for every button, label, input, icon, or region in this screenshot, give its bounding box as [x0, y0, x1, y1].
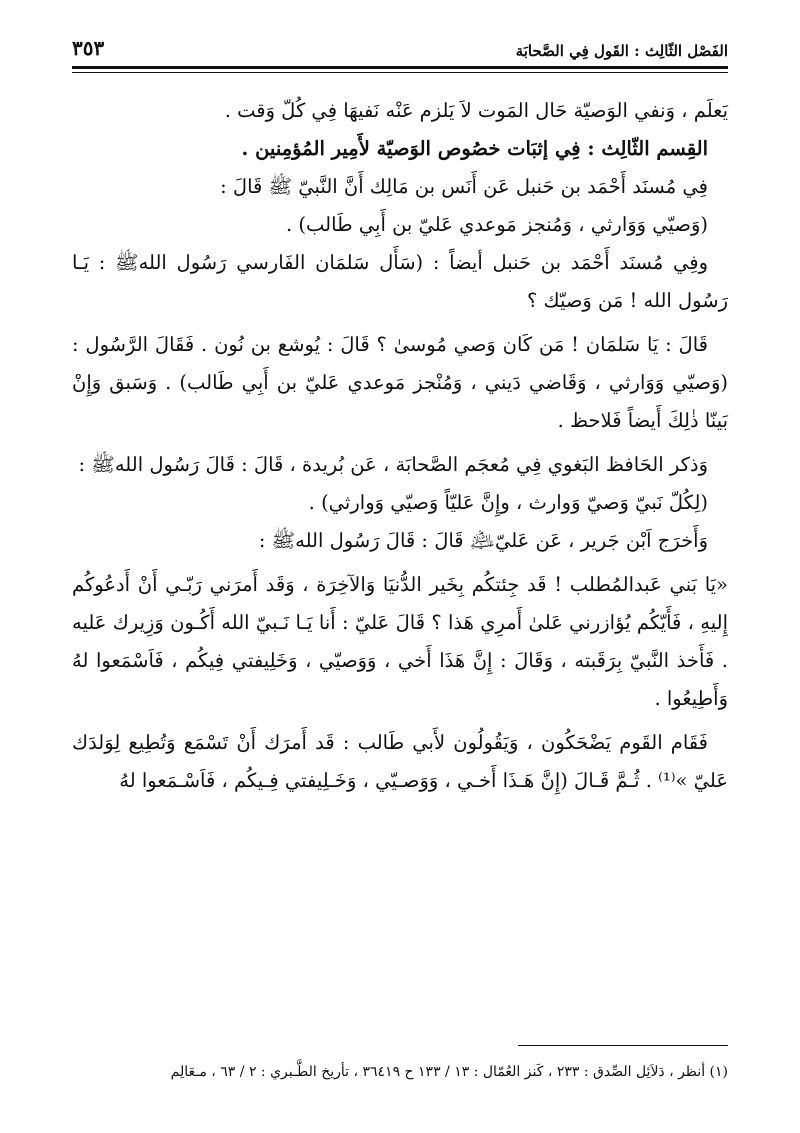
paragraph: وفِي مُسنَد أَحْمَد بن حَنبل أيضاً : (سَأَل سَلمَان الفَارسي رَسُول اللهﷺ : يَـا رَسُول الله ! مَن وَصيّك ؟	[72, 251, 728, 312]
paragraph: قَالَ : يَا سَلمَان ! مَن كَان وَصي مُوسىٰ ؟ قَالَ : يُوشع بن نُون . فَقَالَ الرَّسُول : (وَصيّي وَوَارثي ، وَقَاضي دَيني ، وَمُنْجز مَوعدي عَليّ بن أَبِي طَالب) . وَسَبق وَإِنْ بَينّا ذٰلِكَ أَيضاً فَلاحظ .	[72, 333, 728, 432]
quote: (لِكُلّ نَبيّ وَصيّ وَوارث ، وإِنَّ عَليّاً وَصيّي وَوارثي) .	[308, 491, 708, 514]
section-heading: القِسم الثّالِث : فِي إثبَات خصُوص الوَصيّة لأَمِير المُؤمِنين .	[241, 137, 708, 160]
footnote-rule	[518, 1045, 728, 1046]
body-text	[72, 92, 728, 800]
footnote: (١) أنظر ، دَلاَئِل الصِّدق : ٢٣٣ ، كَنز العُمّال : ١٣ / ١٣٣ ح ٣٦٤١٩ ، تأريخ الطَّـبري : ٢ / ٦٣ ، مـعَالِم	[170, 1064, 728, 1080]
paragraph: يَعلَم ، وَنفي الوَصيّة حَال المَوت لاَ يَلزم عَنْه نَفيهَا فِي كُلّ وَقت .	[224, 99, 728, 122]
header-rule-thick	[72, 66, 728, 69]
page-number: ٣٥٣	[72, 36, 105, 60]
header-rule-thin	[72, 72, 728, 73]
page-header	[72, 30, 728, 60]
paragraph: وَذكر الحَافظ البَغوي فِي مُعجَم الصَّحابَة ، عَن بُريدة ، قَالَ : قَالَ رَسُول اللهﷺ :	[78, 453, 708, 476]
quote: «يَا بَني عَبدالمُطلب ! قَد جِئتكُم بِخَير الدُّنيَا وَالآخِرَة ، وَقَد أَمرَني رَبّـي أَنْ أَدعُوكُم إِليهِ ، فَأَيّكُم يُؤازرني عَلىٰ أَمرِي هَذا ؟ قَالَ عَليّ : أَنا يَـا نَـبيّ الله أَكُـون وَزِيرك عَليه . فَأَخذ النَّبيّ بِرَقَبته ، وَقَالَ : إِنَّ هَذَا أَخي ، وَوَصيّي ، وَخَلِيفتي فِيكُم ، فَاَسْمَعوا لهُ وَأَطِيعُوا .	[72, 573, 728, 710]
paragraph: فِي مُسنَد أَحْمَد بن حَنبل عَن أَنَس بن مَالِك أَنَّ النَّبيّ ﷺ قَالَ :	[220, 175, 708, 198]
quote: (وَصيّي وَوَارثي ، وَمُنجز مَوعدي عَليّ بن أَبِي طَالب) .	[286, 213, 708, 236]
paragraph: وَأَخرَج اَبْن جَرير ، عَن عَليّ﵇ قَالَ : قَالَ رَسُول اللهﷺ :	[258, 529, 708, 552]
paragraph: فَقَام القَوم يَضْحَكُون ، وَيَقُولُون لأَبي طَالب : قَد أَمرَك أَنْ تَسْمَع وَتُطِيع لِوَلدَك عَليّ »⁽¹⁾ . ثُـمَّ قَـالَ (إِنَّ هَـذَا أَخـي ، وَوَصـيّي ، وَخَـلِيفتي فِـيكُم ، فَاَسْـمَعوا لهُ	[72, 731, 728, 792]
running-title: الفَصْل الثّالِث : القَول فِي الصَّحابَة	[515, 42, 728, 60]
